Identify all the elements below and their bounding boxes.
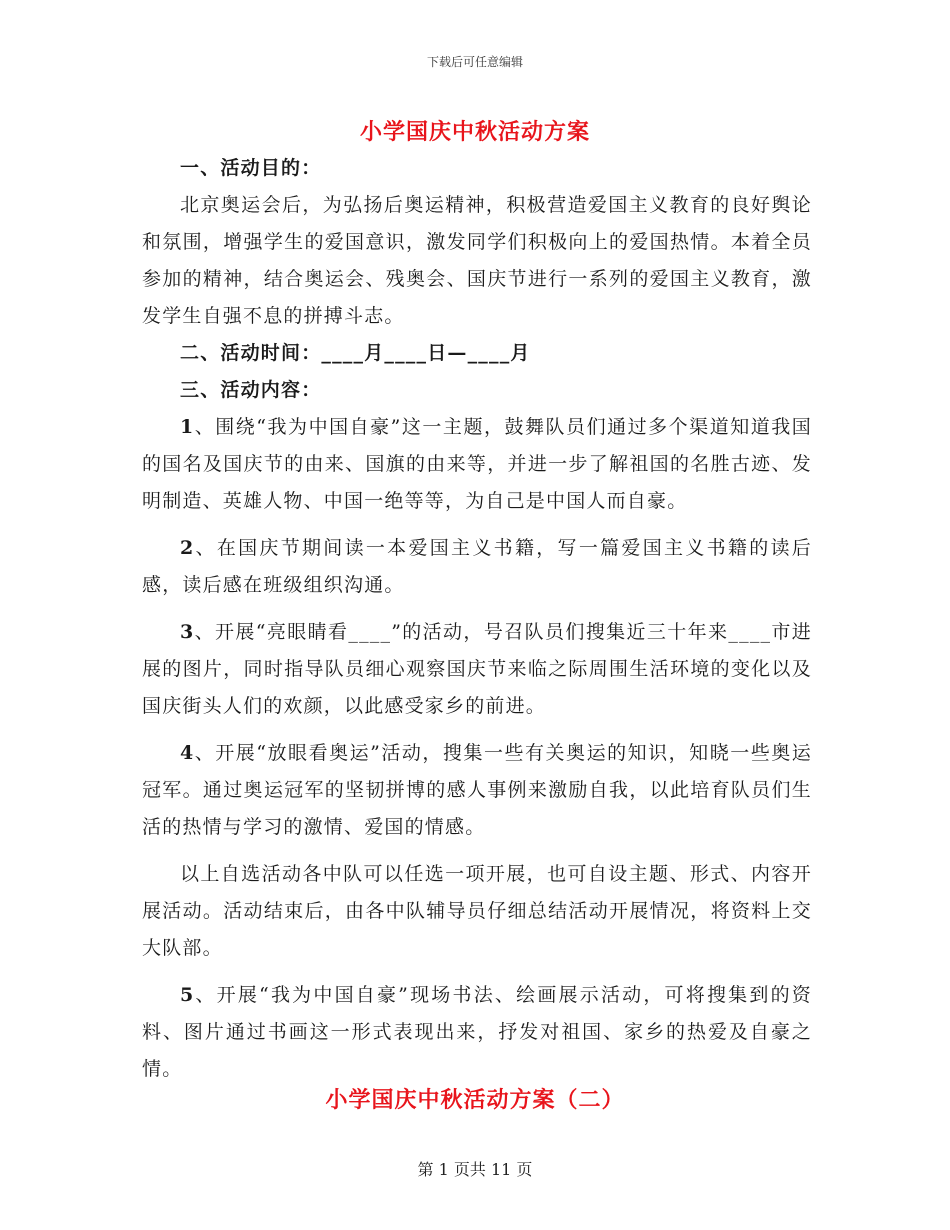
- item-number: 1: [180, 416, 195, 438]
- selection-note-paragraph: 以上自选活动各中队可以任选一项开展，也可自设主题、形式、内容开展活动。活动结束后，由各中队辅导员仔细总结活动开展情况，将资料上交大队部。: [142, 863, 812, 959]
- section-heading-purpose: 一、活动目的：: [180, 157, 322, 179]
- item-text: 、开展“我为中国自豪”现场书法、绘画展示活动，可将搜集到的资料、图片通过书画这一形式表现出来，抒发对祖国、家乡的热爱及自豪之情。: [142, 984, 812, 1080]
- section-heading-content: 三、活动内容：: [180, 379, 322, 401]
- section-heading-time: 二、活动时间：____月____日—____月: [180, 342, 531, 364]
- document-body: [142, 150, 812, 1088]
- item-text: 、开展“放眼看奥运”活动，搜集一些有关奥运的知识，知晓一些奥运冠军。通过奥运冠军的坚韧拼博的感人事例来激励自我，以此培育队员们生活的热情与学习的激情、爱国的情感。: [142, 742, 812, 838]
- purpose-paragraph: 北京奥运会后，为弘扬后奥运精神，积极营造爱国主义教育的良好舆论和氛围，增强学生的爱国意识，激发同学们积极向上的爱国热情。本着全员参加的精神，结合奥运会、残奥会、国庆节进行一系列的爱国主义教育，激发学生自强不息的拼搏斗志。: [142, 194, 812, 327]
- content-item-3: [142, 614, 812, 725]
- item-number: 5: [180, 984, 195, 1006]
- item-text: 、在国庆节期间读一本爱国主义书籍，写一篇爱国主义书籍的读后感，读后感在班级组织沟通。: [142, 537, 812, 596]
- document-title: 小学国庆中秋活动方案: [359, 119, 590, 145]
- item-number: 4: [180, 742, 195, 764]
- item-text: 、开展“亮眼睛看____”的活动，号召队员们搜集近三十年来____市进展的图片，同时指导队员细心观察国庆节来临之际周围生活环境的变化以及国庆街头人们的欢颜，以此感受家乡的前进。: [142, 621, 812, 717]
- item-number: 2: [180, 537, 195, 559]
- content-item-2: [142, 530, 812, 604]
- item-text: 、围绕“我为中国自豪”这一主题，鼓舞队员们通过多个渠道知道我国的国名及国庆节的由来、国旗的由来等，并进一步了解祖国的名胜古迹、发明制造、英雄人物、中国一绝等等，为自己是中国人而自豪。: [142, 416, 812, 512]
- page-footer: 第 1 页共 11 页: [417, 1160, 533, 1179]
- item-number: 3: [180, 621, 195, 643]
- content-item-1: [142, 409, 812, 520]
- content-item-5: [142, 977, 812, 1088]
- header-note: 下载后可任意编辑: [426, 55, 523, 69]
- second-document-title: 小学国庆中秋活动方案（二）: [325, 1087, 625, 1113]
- content-item-4: [142, 735, 812, 846]
